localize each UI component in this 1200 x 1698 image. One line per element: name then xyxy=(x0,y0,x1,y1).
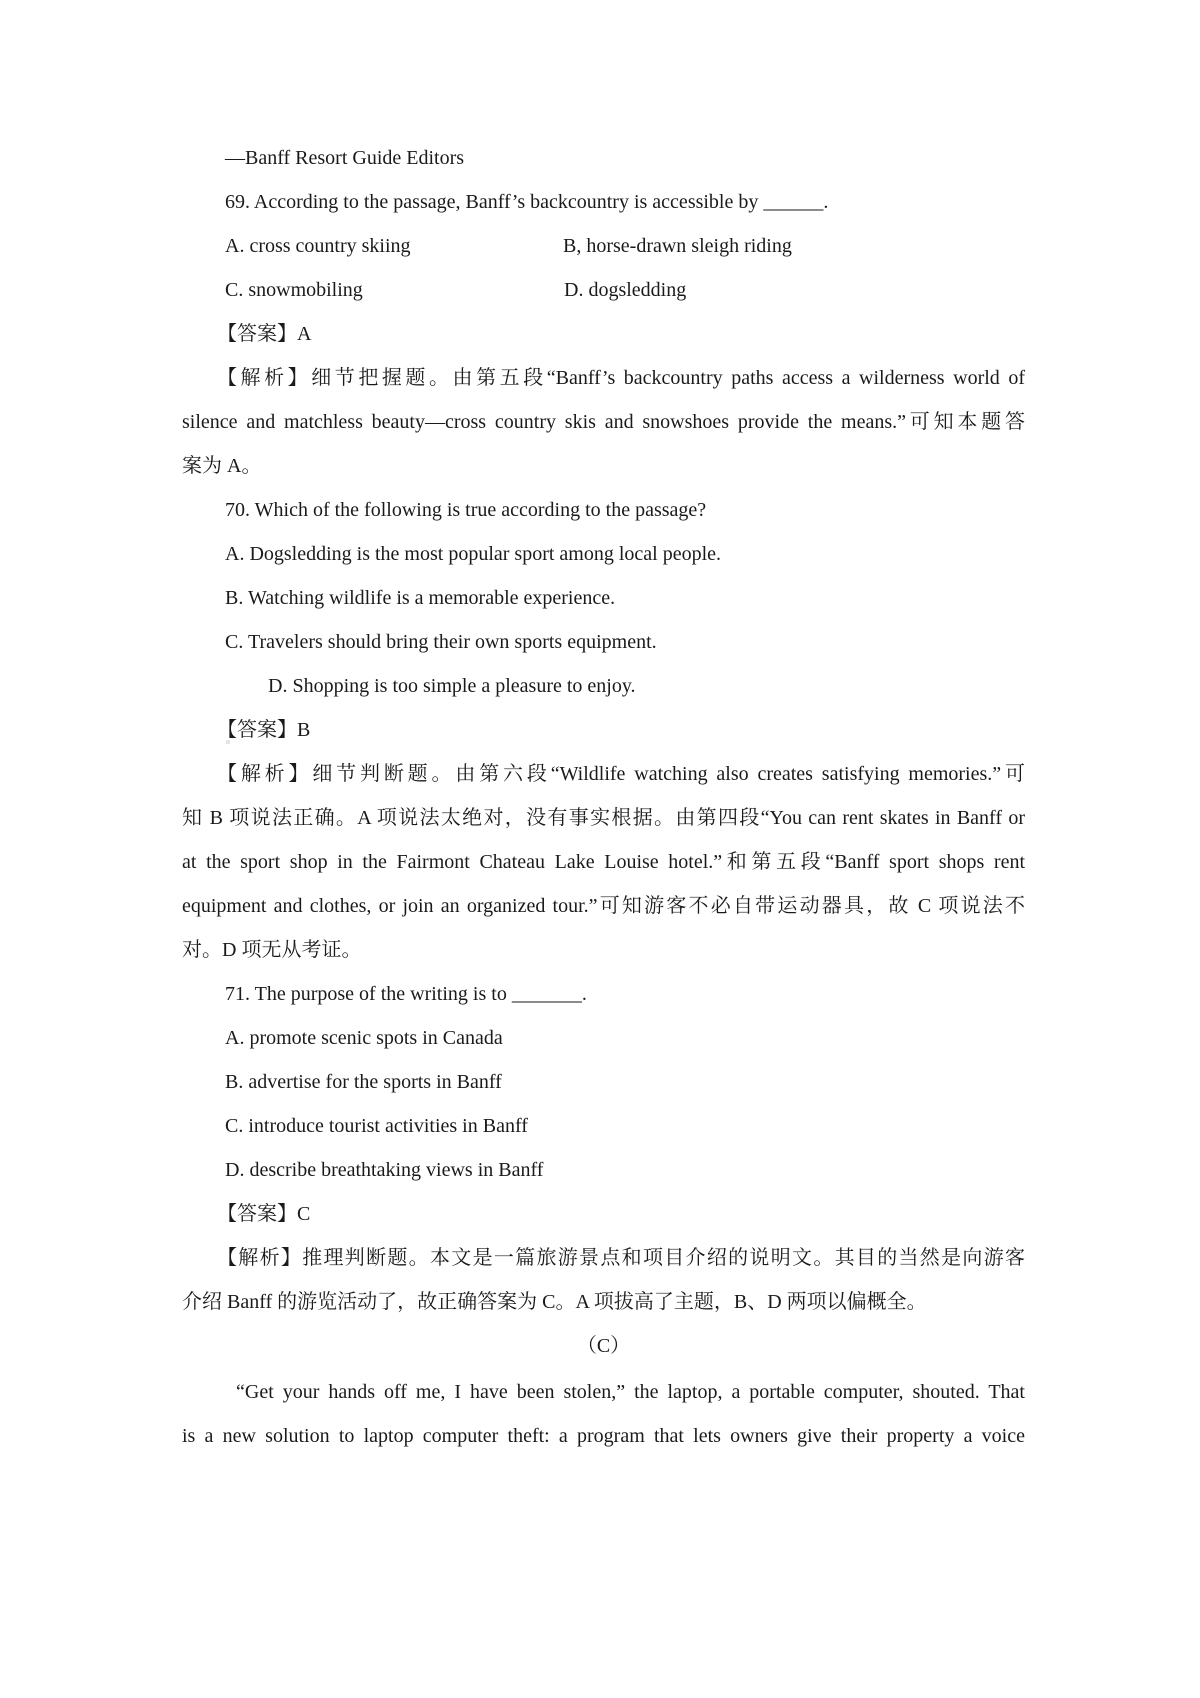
question-69-option-b: B, horse-drawn sleigh riding xyxy=(563,235,792,257)
question-71-analysis-line-2: 介绍 Banff 的游览活动了，故正确答案为 C。A 项拔高了主题，B、D 两项以偏概全。 xyxy=(182,1291,927,1313)
question-69-answer: 【答案】A xyxy=(217,323,312,345)
question-70-answer: 【答案】B xyxy=(217,719,311,741)
question-70-option-a: A. Dogsledding is the most popular sport among local people. xyxy=(225,543,722,565)
question-71-option-a: A. promote scenic spots in Canada xyxy=(225,1027,503,1049)
question-71-analysis-line-1: 【解析】推理判断题。本文是一篇旅游景点和项目介绍的说明文。其目的当然是向游客 xyxy=(217,1247,1025,1269)
question-69-analysis-line-3: 案为 A。 xyxy=(182,455,262,477)
question-69-option-c: C. snowmobiling xyxy=(225,279,363,301)
question-69-analysis-line-2: silence and matchless beauty—cross country skis and snowshoes provide the means.”可知本题答 xyxy=(182,411,1025,433)
question-71-option-d: D. describe breathtaking views in Banff xyxy=(225,1159,544,1181)
question-70-analysis-line-2: 知 B 项说法正确。A 项说法太绝对，没有事实根据。由第四段“You can rent skates in Banff or xyxy=(182,807,1025,829)
question-69-analysis-line-1: 【解析】细节把握题。由第五段“Banff’s backcountry paths access a wilderness world of xyxy=(217,367,1025,389)
question-71-stem: 71. The purpose of the writing is to _______. xyxy=(225,983,587,1005)
question-70-analysis-line-1: 【解析】细节判断题。由第六段“Wildlife watching also creates satisfying memories.”可 xyxy=(217,763,1025,785)
question-70-option-b: B. Watching wildlife is a memorable experience. xyxy=(225,587,616,609)
question-69-option-a: A. cross country skiing xyxy=(225,235,411,257)
question-70-option-d: D. Shopping is too simple a pleasure to enjoy. xyxy=(268,675,636,697)
question-71-option-c: C. introduce tourist activities in Banff xyxy=(225,1115,528,1137)
question-70-stem: 70. Which of the following is true according to the passage? xyxy=(225,499,707,521)
attribution: —Banff Resort Guide Editors xyxy=(225,147,465,169)
question-70-option-c: C. Travelers should bring their own sports equipment. xyxy=(225,631,657,653)
passage-line-2: is a new solution to laptop computer theft: a program that lets owners give their property a voice xyxy=(182,1425,1025,1447)
passage-line-1: “Get your hands off me, I have been stolen,” the laptop, a portable computer, shouted. That xyxy=(236,1381,1025,1403)
question-71-answer: 【答案】C xyxy=(217,1203,311,1225)
question-69-option-d: D. dogsledding xyxy=(564,279,687,301)
question-71-option-b: B. advertise for the sports in Banff xyxy=(225,1071,502,1093)
question-70-analysis-line-4: equipment and clothes, or join an organized tour.”可知游客不必自带运动器具，故 C 项说法不 xyxy=(182,895,1025,917)
section-heading: （C） xyxy=(576,1335,631,1357)
question-69-stem: 69. According to the passage, Banff’s backcountry is accessible by ______. xyxy=(225,191,829,213)
question-70-analysis-line-5: 对。D 项无从考证。 xyxy=(182,939,362,961)
question-70-analysis-line-3: at the sport shop in the Fairmont Chateau Lake Louise hotel.”和第五段“Banff sport shops rent xyxy=(182,851,1025,873)
